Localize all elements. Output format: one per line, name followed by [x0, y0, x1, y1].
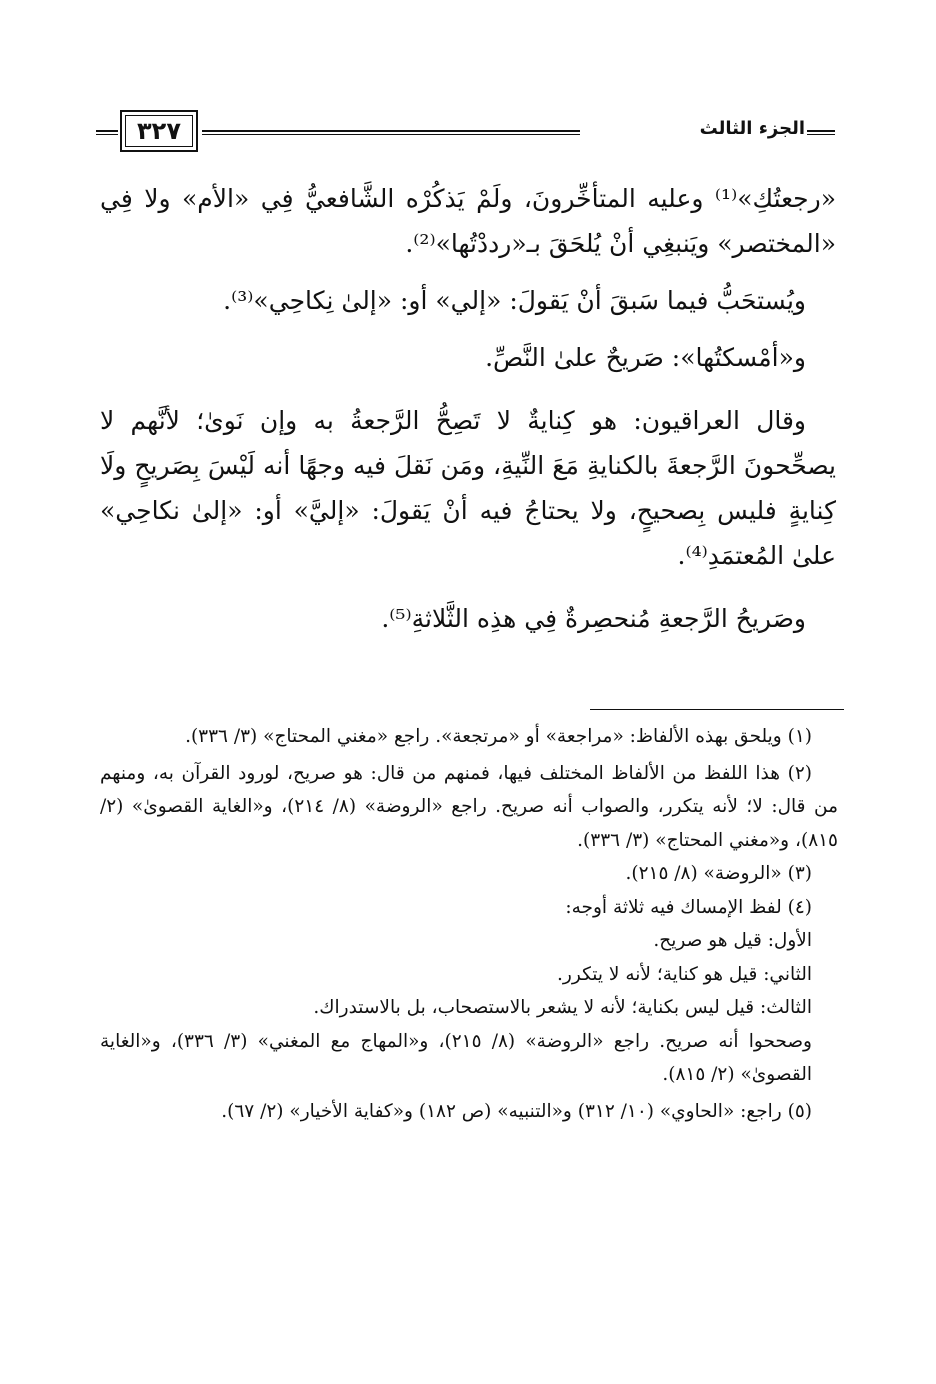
paragraph-preferred-phrase: ويُستحَبُّ فيما سَبقَ أنْ يَقولَ: «إلي» أو: «إلىٰ نِكاحِي»⁽³⁾. — [223, 286, 806, 315]
running-head: الجزء الثالث — [699, 118, 805, 139]
page-header — [96, 106, 841, 160]
page-number-frame — [120, 110, 198, 152]
footnote-4-first: الأول: قيل هو صريح. — [653, 930, 812, 951]
footnote-1: (١) ويلحق بهذه الألفاظ: «مراجعة» أو «مرتجعة». راجع «مغني المحتاج» (٣/ ٣٣٦). — [185, 726, 812, 747]
footnote-2: (٢) هذا اللفظ من الألفاظ المختلف فيها، فمنهم من قال: هو صريح، لورود القرآن به، ومنهم من قال: لا؛ لأنه يتكرر، والصواب أنه صريح. راجع «الروضة» (٨/ ٢١٤)، و«الغاية القصوىٰ» (٢/ ٨١٥)، و«مغني المحتاج» (٣/ ٣٣٦). — [100, 762, 838, 851]
footnote-4-conclusion: وصححوا أنه صريح. راجع «الروضة» (٨/ ٢١٥)، و«المهاج مع المغني» (٣/ ٣٣٦)، و«الغاية القصوىٰ» (٢/ ٨١٥). — [100, 1030, 812, 1085]
paragraph-conclusion: وصَريحُ الرَّجعةِ مُنحصِرةٌ فِي هذِه الثَّلاثةِ⁽⁵⁾. — [381, 604, 806, 633]
header-rule-middle — [202, 130, 580, 135]
page-number: ٣٢٧ — [125, 115, 193, 147]
main-text — [100, 176, 836, 641]
footnote-divider — [590, 709, 844, 710]
header-rule-left — [96, 130, 118, 135]
footnote-4-second: الثاني: قيل هو كناية؛ لأنه لا يتكرر. — [557, 963, 812, 985]
paragraph-continuation: «رجعتُكِ»⁽¹⁾ وعليه المتأخِّرونَ، ولَمْ يَذكُرْه الشَّافعيُّ فِي «الأم» ولا فِي «المختصر» ويَنبغِي أنْ يُلحَقَ بـ«رددْتُها»⁽²⁾. — [100, 184, 836, 258]
footnote-5: (٥) راجع: «الحاوي» (١٠/ ٣١٢) و«التنبيه» (ص ١٨٢) و«كفاية الأخيار» (٢/ ٦٧). — [221, 1100, 812, 1122]
paragraph-amsaktuha: و«أمْسكتُها»: صَريحٌ علىٰ النَّصِّ. — [485, 343, 806, 372]
footnote-3: (٣) «الروضة» (٨/ ٢١٥). — [625, 863, 812, 884]
paragraph-iraqis-view: وقال العراقيون: هو كِنايةٌ لا تَصِحُّ الرَّجعةُ به وإن نَوىٰ؛ لأنَّهم لا يصحِّحونَ الرَّجعةَ بالكنايةِ مَعَ النِّيةِ، ومَن نَقلَ فيه وجهًا أنه لَيْسَ بِصَريحٍ ولَا كِنايةٍ فليس بِصحيحٍ، ولا يحتاجُ فيه أنْ يَقولَ: «إليَّ» أو: «إلىٰ نكاحِي» علىٰ المُعتمَدِ⁽⁴⁾. — [100, 406, 836, 570]
header-rule-right — [807, 130, 835, 135]
footnotes — [100, 720, 838, 1128]
footnote-4-third: الثالث: قيل ليس بكناية؛ لأنه لا يشعر بالاستصحاب، بل بالاستدراك. — [313, 997, 812, 1018]
footnote-4: (٤) لفظ الإمساك فيه ثلاثة أوجه: — [565, 896, 812, 918]
